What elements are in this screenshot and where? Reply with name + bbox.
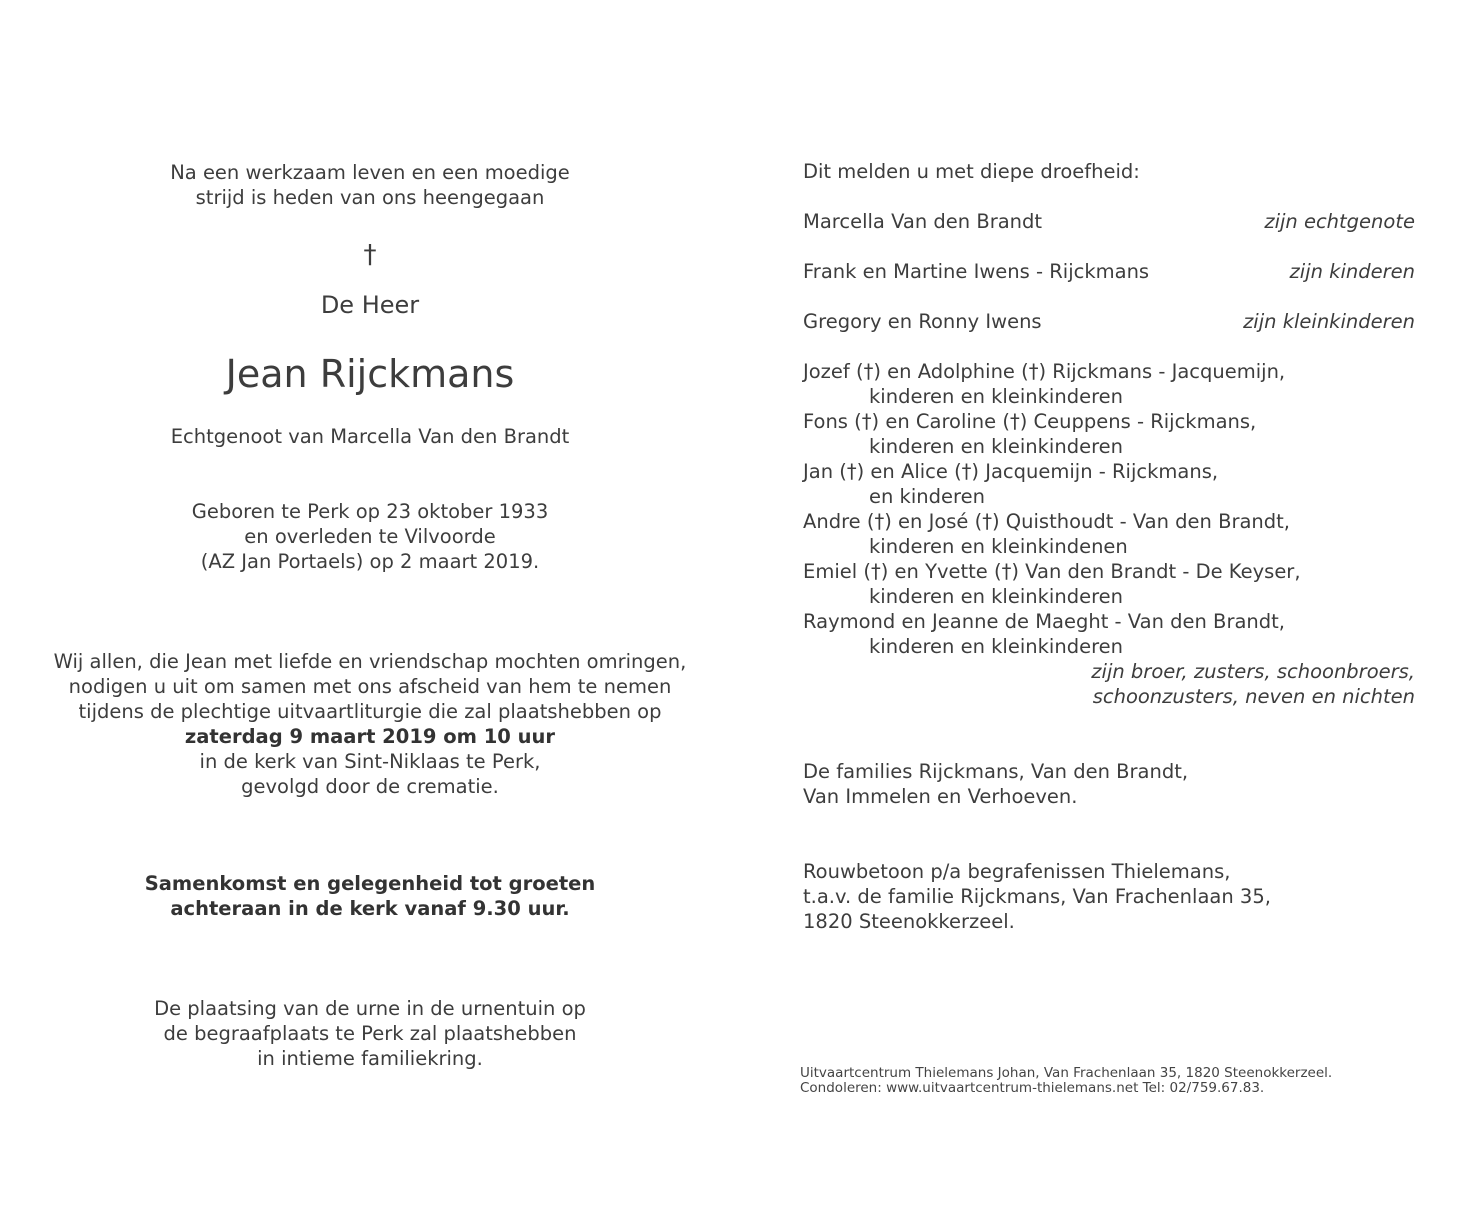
sibling-sub: kinderen en kleinkinderen (869, 585, 1124, 608)
sibling-name: Jozef (†) en Adolphine (†) Rijckmans - Jacquemijn, (803, 360, 1286, 383)
invite-line: tijdens de plechtige uitvaartliturgie die zal plaatshebben op (78, 700, 662, 723)
sibling-sub: kinderen en kleinkinderen (869, 385, 1124, 408)
right-panel (803, 159, 1415, 934)
invite-line: Wij allen, die Jean met liefde en vriendschap mochten omringen, (53, 650, 687, 673)
urn-line: in intieme familiekring. (257, 1047, 483, 1070)
funeral-home-footer (800, 1066, 1420, 1096)
birth-line: en overleden te Vilvoorde (244, 525, 496, 548)
birth-line: Geboren te Perk op 23 oktober 1933 (191, 500, 549, 523)
address-line: Rouwbetoon p/a begrafenissen Thielemans, (803, 860, 1231, 883)
sibling-sub: kinderen en kleinkinderen (869, 435, 1124, 458)
urn-info (20, 996, 720, 1071)
relative-row (803, 209, 1415, 234)
relative-name: Marcella Van den Brandt (803, 210, 1043, 233)
urn-line: de begraafplaats te Perk zal plaatshebben (163, 1022, 577, 1045)
sibling-sub: kinderen en kleinkinderen (869, 635, 1124, 658)
relative-relation: zijn echtgenote (1264, 210, 1415, 233)
address-line: t.a.v. de familie Rijckmans, Van Frachenlaan 35, (803, 885, 1271, 908)
invite-line: in de kerk van Sint-Niklaas te Perk, (199, 750, 541, 773)
gathering-info (20, 871, 720, 921)
address-line: 1820 Steenokkerzeel. (803, 910, 1015, 933)
sibling-sub: kinderen en kleinkindenen (869, 535, 1128, 558)
funeral-date: zaterdag 9 maart 2019 om 10 uur (184, 725, 556, 748)
intro-line: Na een werkzaam leven en een moedige (170, 161, 570, 184)
invite-line: nodigen u uit om samen met ons afscheid van hem te nemen (68, 675, 672, 698)
families-line: De families Rijckmans, Van den Brandt, (803, 760, 1189, 783)
relative-row (803, 309, 1415, 334)
invitation (20, 649, 720, 799)
birth-line: (AZ Jan Portaels) op 2 maart 2019. (200, 550, 540, 573)
announcement-heading: Dit melden u met diepe droefheid: (803, 160, 1140, 183)
relative-relation: zijn kleinkinderen (1243, 310, 1415, 333)
siblings-relation: schoonzusters, neven en nichten (1092, 685, 1415, 708)
relative-name: Gregory en Ronny Iwens (803, 310, 1042, 333)
sibling-name: Raymond en Jeanne de Maeght - Van den Brandt, (803, 610, 1285, 633)
birth-death-info (20, 499, 720, 574)
siblings-relation: zijn broer, zusters, schoonbroers, (1091, 660, 1415, 683)
siblings-list (803, 359, 1415, 709)
intro-line: strijd is heden van ons heengegaan (195, 186, 545, 209)
gathering-line: achteraan in de kerk vanaf 9.30 uur. (170, 897, 570, 920)
sibling-sub: en kinderen (869, 485, 985, 508)
footer-line: Uitvaartcentrum Thielemans Johan, Van Frachenlaan 35, 1820 Steenokkerzeel. (800, 1065, 1333, 1081)
deceased-name: Jean Rijckmans (225, 352, 515, 396)
families-line: Van Immelen en Verhoeven. (803, 785, 1078, 808)
sibling-name: Andre (†) en José (†) Quisthoudt - Van den Brandt, (803, 510, 1291, 533)
cross-icon: † (363, 240, 377, 270)
invite-line: gevolgd door de crematie. (241, 775, 499, 798)
gathering-line: Samenkomst en gelegenheid tot groeten (144, 872, 596, 895)
condolence-address (803, 859, 1415, 934)
spouse-line: Echtgenoot van Marcella Van den Brandt (170, 425, 570, 448)
families-block (803, 759, 1415, 809)
sibling-name: Emiel (†) en Yvette (†) Van den Brandt - De Keyser, (803, 560, 1301, 583)
footer-line: Condoleren: www.uitvaartcentrum-thielemans.net Tel: 02/759.67.83. (800, 1080, 1265, 1096)
relative-relation: zijn kinderen (1289, 260, 1415, 283)
relative-name: Frank en Martine Iwens - Rijckmans (803, 260, 1150, 283)
sibling-name: Fons (†) en Caroline (†) Ceuppens - Rijckmans, (803, 410, 1257, 433)
intro-text (20, 160, 720, 210)
sibling-name: Jan (†) en Alice (†) Jacquemijn - Rijckmans, (803, 460, 1219, 483)
honorific: De Heer (320, 291, 420, 319)
urn-line: De plaatsing van de urne in de urnentuin op (154, 997, 586, 1020)
relative-row (803, 259, 1415, 284)
left-panel (20, 160, 720, 1071)
